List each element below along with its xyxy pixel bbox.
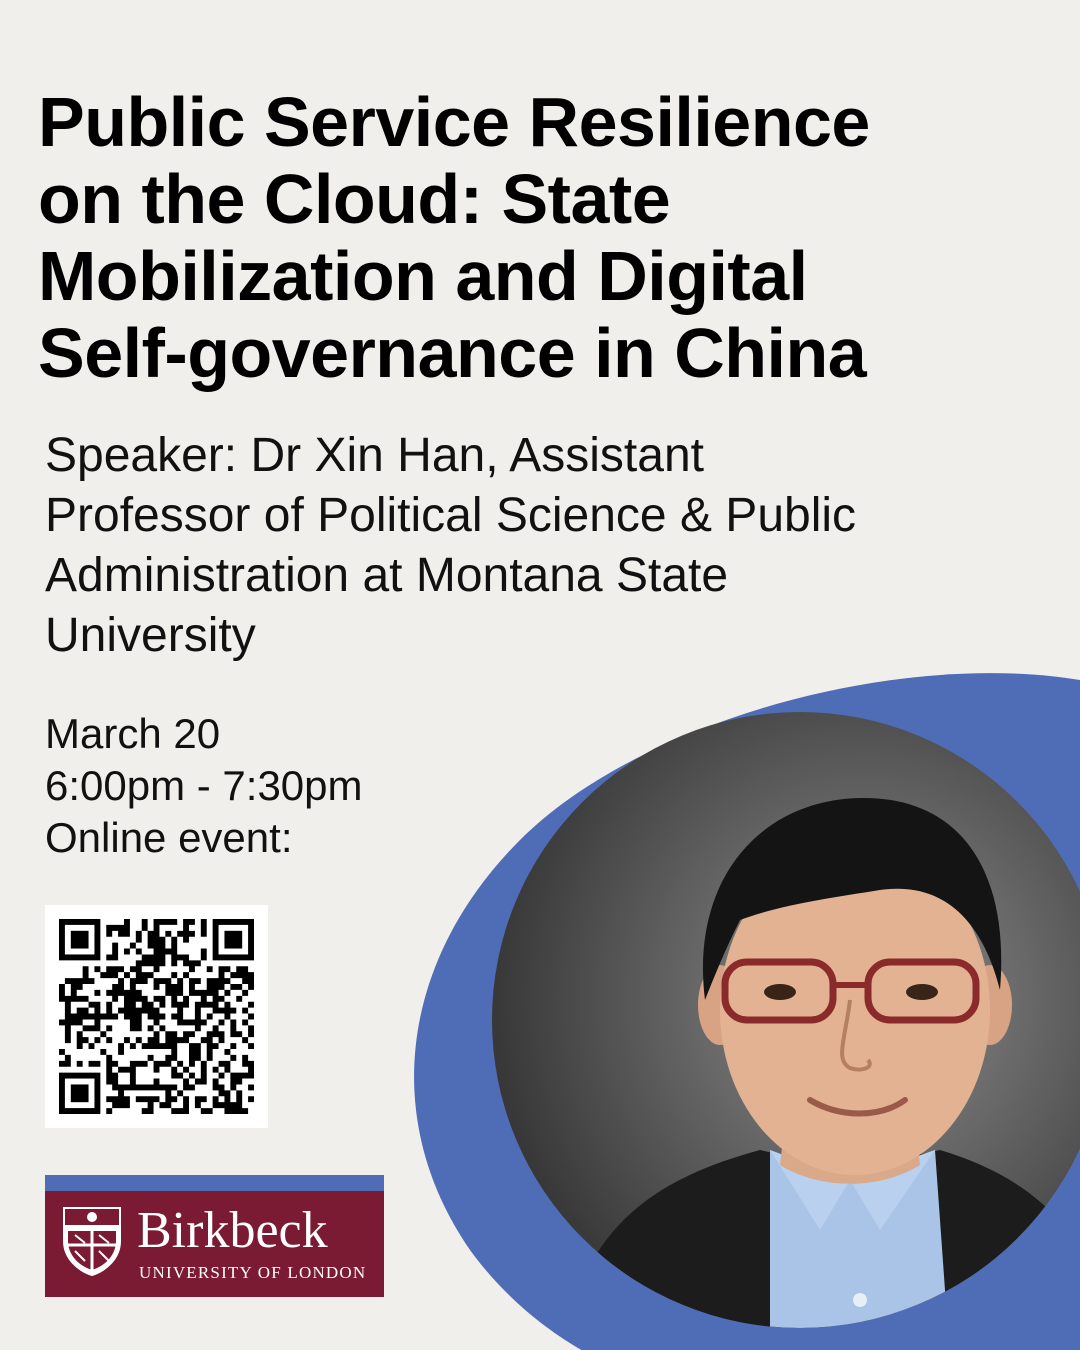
- title-line: on the Cloud: State: [38, 160, 671, 238]
- qr-code[interactable]: [45, 905, 268, 1128]
- event-location: Online event:: [45, 814, 293, 861]
- qr-finder-pattern: [213, 919, 254, 960]
- speaker-line: Speaker: Dr Xin Han, Assistant: [45, 429, 704, 482]
- crest-icon: [61, 1205, 123, 1277]
- event-details: [45, 708, 545, 864]
- logo-wordmark: Birkbeck: [137, 1202, 328, 1259]
- speaker-line: University: [45, 609, 256, 662]
- logo-accent-bar: [45, 1175, 384, 1191]
- event-title: [38, 84, 1058, 392]
- qr-finder-pattern: [59, 1073, 100, 1114]
- title-line: Mobilization and Digital: [38, 237, 808, 315]
- logo-plate: [45, 1191, 384, 1297]
- qr-finder-pattern: [59, 919, 100, 960]
- birkbeck-logo: [45, 1175, 384, 1297]
- qr-code-icon: [59, 919, 254, 1114]
- title-line: Self-governance in China: [38, 314, 867, 392]
- speaker-photo: [480, 700, 1080, 1350]
- speaker-line: Professor of Political Science & Public: [45, 489, 857, 542]
- speaker-info: [45, 426, 1045, 666]
- title-line: Public Service Resilience: [38, 83, 870, 161]
- event-date: March 20: [45, 710, 221, 757]
- speaker-line: Administration at Montana State: [45, 549, 729, 602]
- event-time: 6:00pm - 7:30pm: [45, 762, 363, 809]
- logo-subtitle: UNIVERSITY OF LONDON: [139, 1263, 367, 1282]
